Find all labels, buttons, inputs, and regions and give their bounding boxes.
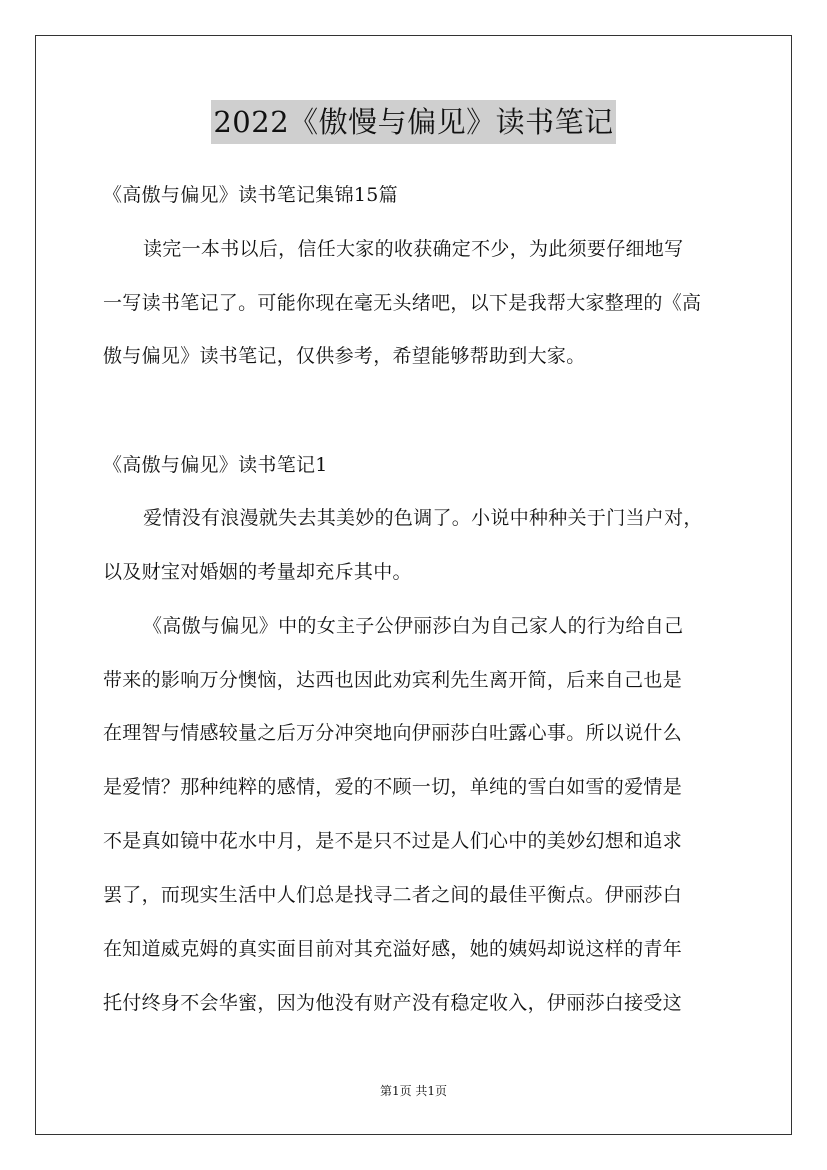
intro-line: 一写读书笔记了。可能你现在毫无头绪吧，以下是我帮大家整理的《高 bbox=[103, 292, 702, 314]
page-footer: 第1页 共1页 bbox=[379, 1084, 448, 1098]
paragraph-line: 是爱情？那种纯粹的感情，爱的不顾一切，单纯的雪白如雪的爱情是 bbox=[103, 776, 683, 798]
paragraph-line: 不是真如镜中花水中月，是不是只不过是人们心中的美妙幻想和追求 bbox=[103, 830, 683, 852]
section-heading: 《高傲与偏见》读书笔记1 bbox=[103, 454, 328, 476]
document-title: 2022《傲慢与偏见》读书笔记 bbox=[211, 100, 615, 144]
paragraph-line: 在知道威克姆的真实面目前对其充溢好感，她的姨妈却说这样的青年 bbox=[103, 938, 683, 960]
paragraph-line: 在理智与情感较量之后万分冲突地向伊丽莎白吐露心事。所以说什么 bbox=[103, 722, 683, 744]
paragraph-line: 带来的影响万分懊恼，达西也因此劝宾利先生离开简，后来自己也是 bbox=[103, 669, 683, 691]
title-container bbox=[0, 100, 827, 144]
paragraph-line: 爱情没有浪漫就失去其美妙的色调了。小说中种种关于门当户对， bbox=[143, 507, 703, 529]
paragraph-line: 托付终身不会华蜜，因为他没有财产没有稳定收入，伊丽莎白接受这 bbox=[103, 992, 683, 1014]
paragraph-line: 《高傲与偏见》中的女主子公伊丽莎白为自己家人的行为给自己 bbox=[143, 615, 684, 637]
subtitle: 《高傲与偏见》读书笔记集锦15篇 bbox=[103, 184, 398, 206]
intro-line: 傲与偏见》读书笔记，仅供参考，希望能够帮助到大家。 bbox=[103, 345, 586, 367]
intro-line: 读完一本书以后，信任大家的收获确定不少，为此须要仔细地写 bbox=[143, 238, 684, 260]
paragraph-line: 以及财宝对婚姻的考量却充斥其中。 bbox=[103, 561, 412, 583]
paragraph-line: 罢了，而现实生活中人们总是找寻二者之间的最佳平衡点。伊丽莎白 bbox=[103, 884, 683, 906]
